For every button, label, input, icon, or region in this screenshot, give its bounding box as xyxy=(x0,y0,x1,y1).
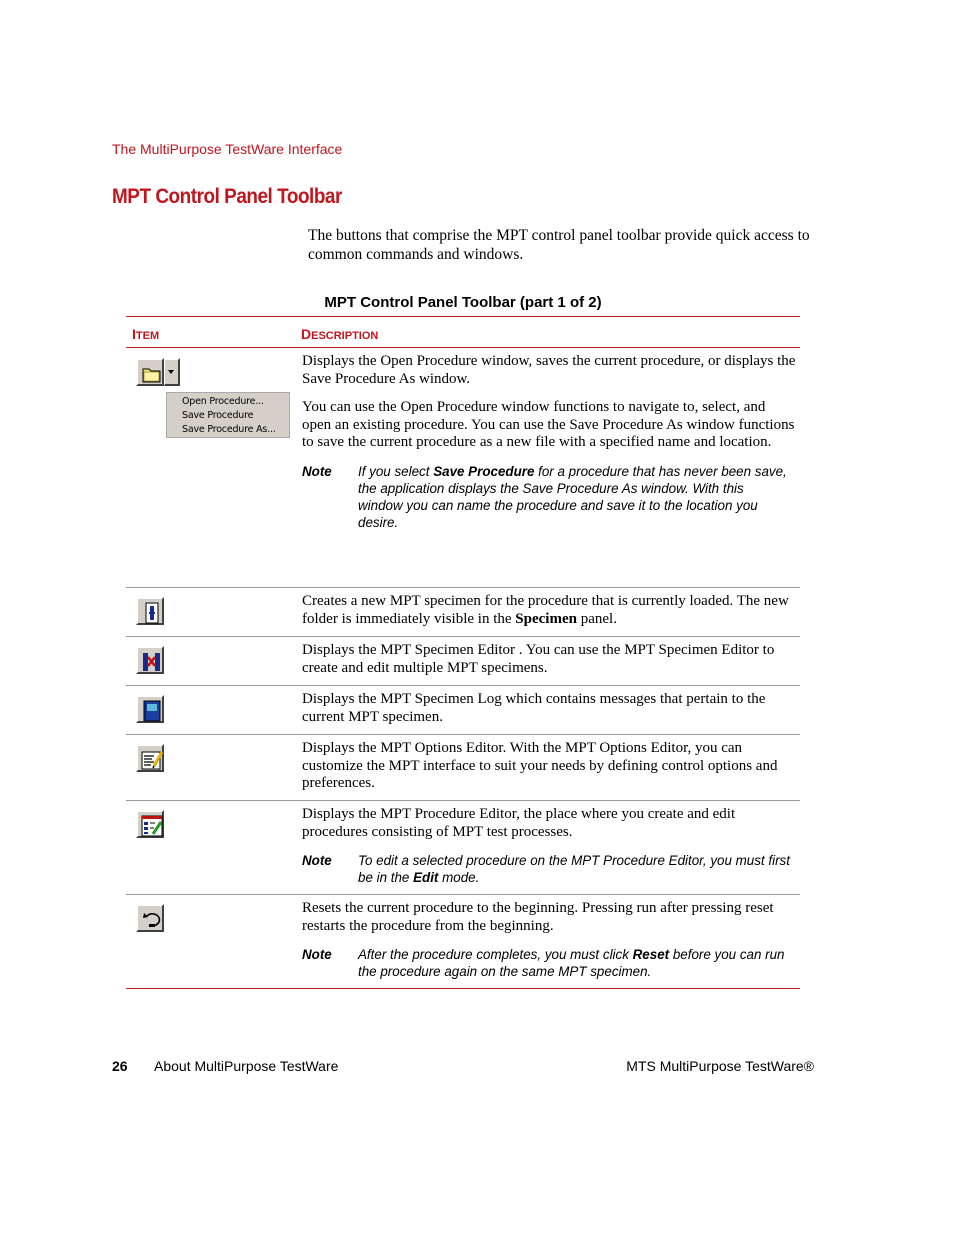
note-label: Note xyxy=(302,947,332,962)
row-description xyxy=(302,895,796,988)
row-description xyxy=(302,588,796,636)
specimen-editor-icon[interactable] xyxy=(136,646,164,674)
footer-product-name: MTS MultiPurpose TestWare® xyxy=(626,1058,814,1074)
note xyxy=(302,946,796,980)
table-row xyxy=(126,895,800,989)
description-text: Displays the MPT Specimen Editor . You can use the MPT Specimen Editor to create and edit multiple MPT specimens. xyxy=(302,642,775,676)
row-description xyxy=(302,686,796,734)
chevron-down-icon[interactable] xyxy=(164,358,180,386)
reset-icon[interactable] xyxy=(136,904,164,932)
toolbar-table xyxy=(126,316,800,989)
column-header-description: DESCRIPTION xyxy=(301,326,379,342)
note xyxy=(302,852,796,886)
note-label: Note xyxy=(302,853,332,868)
page-title: MPT Control Panel Toolbar xyxy=(112,185,342,208)
column-header-item: ITEM xyxy=(132,326,160,342)
intro-paragraph: The buttons that comprise the MPT control panel toolbar provide quick access to common commands and windows. xyxy=(308,227,810,263)
open-save-split-button[interactable] xyxy=(136,358,180,386)
description-text: Displays the MPT Options Editor. With the MPT Options Editor, you can customize the MPT interface to suit your needs by defining control options and preferences. xyxy=(302,740,778,791)
table-row xyxy=(126,801,800,895)
table-row xyxy=(126,686,800,735)
page-number: 26 xyxy=(112,1058,128,1074)
row-description xyxy=(302,637,796,685)
row-description xyxy=(302,801,796,894)
description-text: Displays the MPT Specimen Log which contains messages that pertain to the current MPT specimen. xyxy=(302,691,766,725)
row-description xyxy=(302,348,796,539)
procedure-editor-icon[interactable] xyxy=(136,810,164,838)
note-label: Note xyxy=(302,463,332,479)
file-dropdown-menu xyxy=(166,392,290,438)
table-row xyxy=(126,735,800,801)
folder-open-icon[interactable] xyxy=(136,358,164,386)
note-text: If you select Save Procedure for a procedure that has never been save, the application displays the Save Procedure As window. With this window you can name the procedure and save it to the location you desire. xyxy=(358,463,787,530)
footer-section-title: About MultiPurpose TestWare xyxy=(154,1058,339,1074)
description-text: Displays the MPT Procedure Editor, the place where you create and edit procedures consisting of MPT test processes. xyxy=(302,806,736,840)
note-text: To edit a selected procedure on the MPT Procedure Editor, you must first be in the Edit mode. xyxy=(358,853,790,885)
menu-item-open-procedure[interactable]: Open Procedure... xyxy=(182,396,264,407)
new-specimen-icon[interactable] xyxy=(136,597,164,625)
table-header xyxy=(126,317,800,348)
menu-item-save-procedure[interactable]: Save Procedure xyxy=(182,410,254,421)
breadcrumb: The MultiPurpose TestWare Interface xyxy=(112,141,343,157)
description-text: Displays the Open Procedure window, saves the current procedure, or displays the Save Procedure As window. xyxy=(302,353,796,387)
options-editor-icon[interactable] xyxy=(136,744,164,772)
description-text: Resets the current procedure to the beginning. Pressing run after pressing reset restarts the procedure from the beginning. xyxy=(302,900,774,934)
table-row xyxy=(126,637,800,686)
note xyxy=(302,463,796,531)
specimen-log-icon[interactable] xyxy=(136,695,164,723)
description-text: Creates a new MPT specimen for the procedure that is currently loaded. The new folder is immediately visible in the Specimen panel. xyxy=(302,593,789,627)
description-text: You can use the Open Procedure window functions to navigate to, select, and open an existing procedure. You can use the Save Procedure As window functions to save the current procedure as a new file with a specified name and location. xyxy=(302,399,795,450)
row-description xyxy=(302,735,796,801)
table-title: MPT Control Panel Toolbar (part 1 of 2) xyxy=(324,294,602,311)
note-text: After the procedure completes, you must click Reset before you can run the procedure again on the same MPT specimen. xyxy=(358,947,785,979)
menu-item-save-procedure-as[interactable]: Save Procedure As... xyxy=(182,424,276,435)
table-row xyxy=(126,588,800,637)
table-row xyxy=(126,348,800,588)
